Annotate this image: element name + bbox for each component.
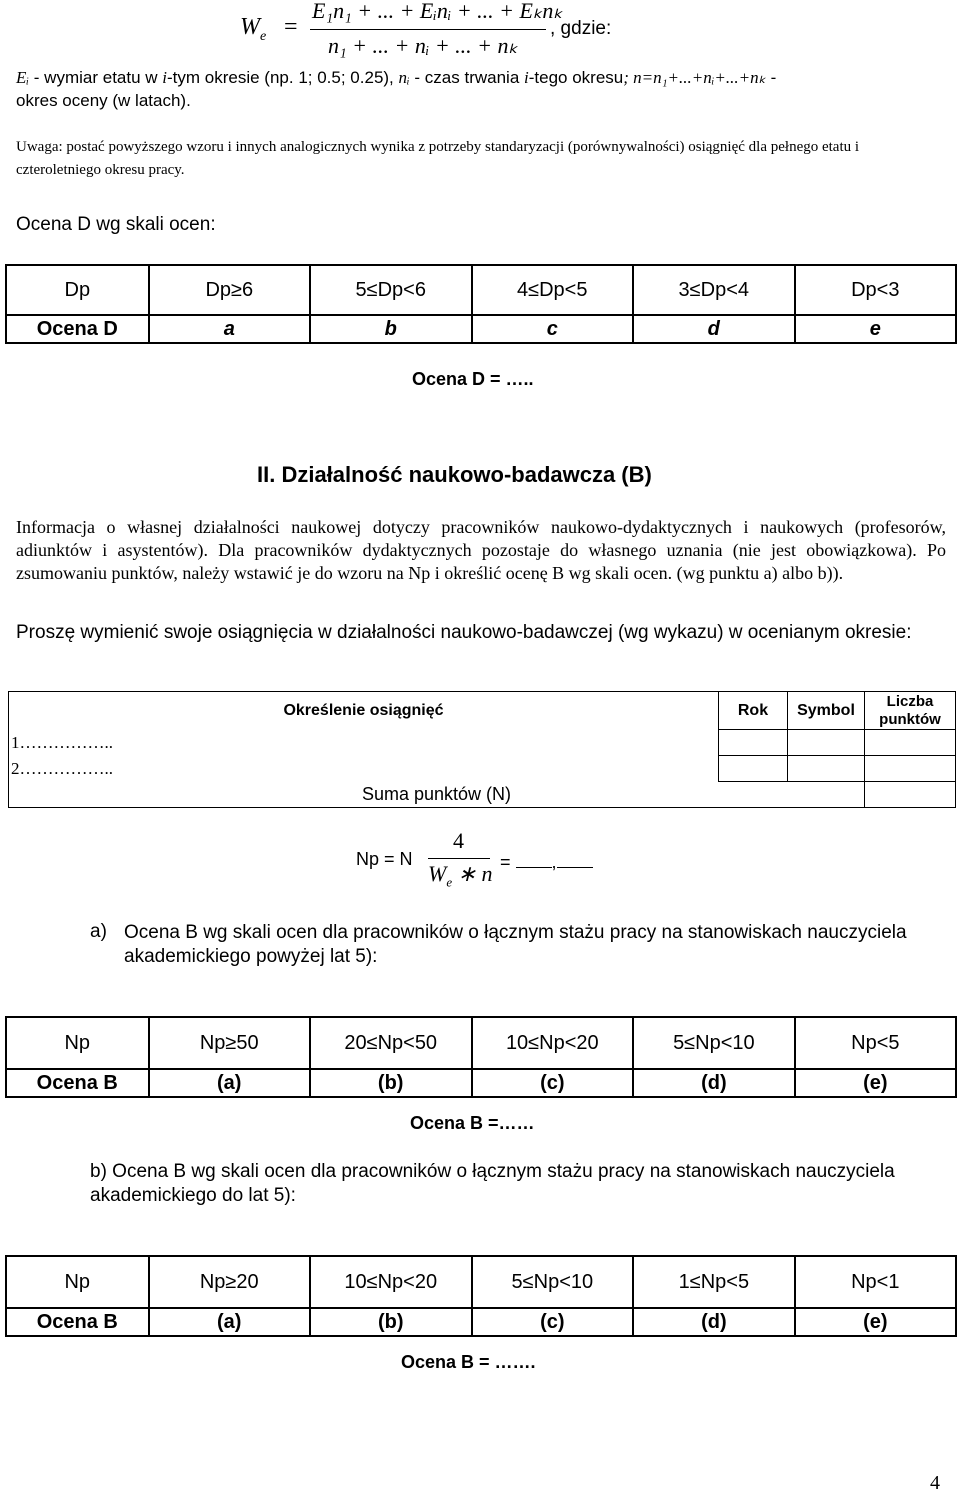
table-row xyxy=(9,756,956,782)
scale-b-a-table xyxy=(5,1016,957,1098)
scale-d-cell: Dp xyxy=(6,265,149,315)
scale-d-cell: Dp≥6 xyxy=(149,265,310,315)
scale-b-a-text: Ocena B wg skali ocen dla pracowników o łącznym stażu pracy na stanowiskach nauczyciela akademickiego powyżej lat 5): xyxy=(124,922,907,967)
table-row xyxy=(9,730,956,756)
achievements-table xyxy=(8,691,956,808)
scale-d-grade-label: Ocena D xyxy=(6,315,149,343)
scale-b-a-label: a) xyxy=(90,921,107,942)
scale-b-a-cell: 10≤Np<20 xyxy=(472,1017,634,1069)
formula-we-equals: = xyxy=(284,14,298,40)
scale-b-b-grade: (d) xyxy=(633,1308,794,1336)
formula-np-rhs: = , xyxy=(500,849,593,873)
formula-np-numerator: 4 xyxy=(453,828,464,853)
formula-we xyxy=(240,0,660,64)
scale-b-b-result: Ocena B = ……. xyxy=(401,1352,536,1372)
note-text: Uwaga: postać powyższego wzoru i innych analogicznych wynika z potrzeby standaryzacji (porównywalności) osiągnięć dla pełnego etatu i czteroletniego okresu pracy. xyxy=(16,139,860,178)
definitions-line-2: okres oceny (w latach). xyxy=(16,91,191,110)
def-text-5: - xyxy=(765,68,777,87)
scale-b-a-grade: (c) xyxy=(472,1069,634,1097)
formula-we-lhs: $W_e$ xyxy=(240,14,267,44)
year-cell[interactable] xyxy=(719,730,788,756)
achievement-entry[interactable]: 1…………….. xyxy=(9,730,719,756)
def-text-2: -tym okresie (np. 1; 0.5; 0.25), xyxy=(167,68,399,87)
formula-we-fraction-bar xyxy=(310,29,546,30)
header-symbol: Symbol xyxy=(788,692,865,730)
formula-np-lhs: Np = N xyxy=(356,849,413,869)
scale-d-row-grades xyxy=(6,315,956,343)
scale-b-b-cell: 1≤Np<5 xyxy=(633,1256,794,1308)
page-number: 4 xyxy=(930,1472,940,1494)
formula-we-suffix: , gdzie: xyxy=(550,18,612,39)
scale-d-grade: d xyxy=(633,315,795,343)
scale-d-table xyxy=(5,264,957,344)
scale-b-a-cell: Np≥50 xyxy=(149,1017,310,1069)
header-points: Liczba punktów xyxy=(865,692,956,730)
scale-b-a-cell: Np<5 xyxy=(795,1017,956,1069)
scale-b-b-cell: 5≤Np<10 xyxy=(472,1256,634,1308)
scale-b-a-row-grades xyxy=(6,1069,956,1097)
section-2-title: II. Działalność naukowo-badawcza (B) xyxy=(257,462,652,487)
def-n-symbol: nᵢ xyxy=(398,68,410,87)
scale-d-result: Ocena D = ….. xyxy=(412,369,534,389)
points-cell[interactable] xyxy=(865,730,956,756)
scale-b-a-grade: (b) xyxy=(310,1069,472,1097)
scale-b-b-grade: (b) xyxy=(310,1308,472,1336)
scale-b-a-cell: Np xyxy=(6,1017,149,1069)
achievements-header-row xyxy=(9,692,956,730)
def-i-symbol: i xyxy=(162,68,168,87)
header-year: Rok xyxy=(719,692,788,730)
points-cell[interactable] xyxy=(865,756,956,782)
def-i-symbol-2: i xyxy=(524,68,529,87)
scale-b-a-grade: (a) xyxy=(149,1069,310,1097)
scale-b-a-cell: 5≤Np<10 xyxy=(633,1017,795,1069)
scale-d-heading: Ocena D wg skali ocen: xyxy=(16,214,216,235)
def-text-1: - wymiar etatu w xyxy=(29,68,163,87)
scale-b-b-cell: 10≤Np<20 xyxy=(310,1256,472,1308)
scale-b-b-cell: Np<1 xyxy=(795,1256,956,1308)
scale-b-a-row-thresholds xyxy=(6,1017,956,1069)
def-e-symbol: Eᵢ xyxy=(16,68,30,87)
achievement-entry[interactable]: 2…………….. xyxy=(9,756,719,782)
scale-d-grade: b xyxy=(310,315,472,343)
header-achievement: Określenie osiągnięć xyxy=(9,692,719,730)
scale-b-b-grade: (e) xyxy=(795,1308,956,1336)
np-decimal-blank[interactable] xyxy=(557,849,593,868)
section-2-paragraph: Informacja o własnej działalności naukowej dotyczy pracowników naukowo-dydaktycznych i naukowych (profesorów, adiunktów i asystentów). Dla pracowników dydaktycznych pozostaje do własnego uznania (nie jest obowiązkowa). Po zsumowaniu punktów, należy wstawić je do wzoru na Np i określić ocenę B wg skali ocen. (wg punktu a) albo b)). xyxy=(16,517,946,583)
scale-b-b-cell: Np≥20 xyxy=(149,1256,310,1308)
scale-d-row-thresholds xyxy=(6,265,956,315)
achievements-sum-row xyxy=(9,782,956,808)
formula-we-numerator: E₁n₁ + ... + Eᵢnᵢ + ... + Eₖnₖ xyxy=(312,0,563,23)
scale-b-a-grade: (e) xyxy=(795,1069,956,1097)
definitions xyxy=(16,66,946,112)
scale-b-b-cell: Np xyxy=(6,1256,149,1308)
scale-d-cell: 4≤Dp<5 xyxy=(472,265,634,315)
def-n-sum: ; n=n₁+...+nᵢ+...+nₖ xyxy=(623,68,766,87)
scale-b-b-grade: (c) xyxy=(472,1308,634,1336)
scale-d-grade: a xyxy=(149,315,310,343)
scale-d-grade: e xyxy=(795,315,956,343)
scale-b-a-grade-label: Ocena B xyxy=(6,1069,149,1097)
sum-points-cell[interactable] xyxy=(865,782,956,808)
scale-b-a-cell: 20≤Np<50 xyxy=(310,1017,472,1069)
scale-d-cell: 5≤Dp<6 xyxy=(310,265,472,315)
definitions-line-1 xyxy=(16,66,946,89)
formula-we-denominator: n₁ + ... + nᵢ + ... + nₖ xyxy=(328,33,518,58)
scale-b-b-grade-label: Ocena B xyxy=(6,1308,149,1336)
formula-np-denominator: $W_e$ ∗ n xyxy=(428,861,493,890)
sum-label: Suma punktów (N) xyxy=(9,782,865,808)
def-text-4: -tego okresu xyxy=(528,68,624,87)
scale-b-b-grade: (a) xyxy=(149,1308,310,1336)
formula-np xyxy=(356,828,616,898)
scale-b-a-grade: (d) xyxy=(633,1069,795,1097)
scale-d-cell: Dp<3 xyxy=(795,265,956,315)
symbol-cell[interactable] xyxy=(788,756,865,782)
formula-np-fraction-bar xyxy=(428,858,490,859)
np-integer-blank[interactable] xyxy=(516,849,552,868)
scale-b-b-text: b) Ocena B wg skali ocen dla pracowników o łącznym stażu pracy na stanowiskach nauczyciela akademickiego do lat 5): xyxy=(90,1161,895,1206)
scale-d-cell: 3≤Dp<4 xyxy=(633,265,795,315)
scale-b-b-row-thresholds xyxy=(6,1256,956,1308)
def-text-3: - czas trwania xyxy=(409,68,525,87)
year-cell[interactable] xyxy=(719,756,788,782)
scale-b-b-table xyxy=(5,1255,957,1337)
scale-d-grade: c xyxy=(472,315,634,343)
scale-b-a-result: Ocena B =…… xyxy=(410,1113,535,1133)
symbol-cell[interactable] xyxy=(788,730,865,756)
scale-b-b-row-grades xyxy=(6,1308,956,1336)
section-2-request: Proszę wymienić swoje osiągnięcia w działalności naukowo-badawczej (wg wykazu) w ocenianym okresie: xyxy=(16,622,912,643)
